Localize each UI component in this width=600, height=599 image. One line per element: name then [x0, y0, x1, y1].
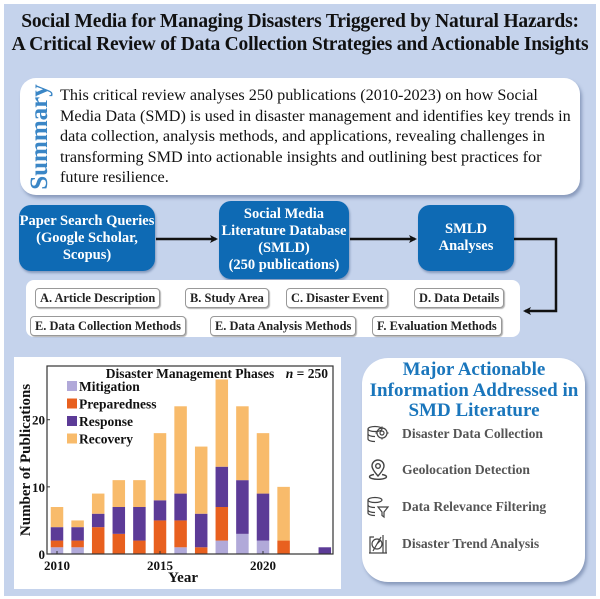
bar-2017-recovery [195, 447, 208, 514]
bar-2010-preparedness [51, 541, 64, 548]
bar-2012-response [92, 514, 105, 527]
annotation-rest: = 250 [293, 366, 328, 381]
action-label: Geolocation Detection [402, 462, 530, 477]
y-tick-label: 20 [32, 412, 45, 428]
y-tick-label: 10 [32, 479, 45, 495]
x-tick-label: 2015 [147, 558, 173, 573]
bar-2015-response [154, 500, 167, 520]
box2-line4: (250 publications) [228, 257, 340, 273]
action-item-data-collection [366, 422, 586, 446]
location-pin-icon [366, 458, 390, 482]
chip-data-details: D. Data Details [414, 288, 504, 308]
bar-2019-mitigation [236, 534, 249, 554]
trend-chart-icon [366, 532, 390, 556]
bar-2015-preparedness [154, 520, 167, 554]
database-gear-icon [366, 422, 390, 446]
legend-label-preparedness: Preparedness [79, 396, 157, 412]
chip-article-description: A. Article Description [35, 288, 160, 308]
bar-2017-preparedness [195, 547, 208, 554]
chip-evaluation-methods: F. Evaluation Methods [372, 316, 502, 336]
bar-2018-mitigation [216, 541, 229, 554]
bar-2020-response [257, 494, 270, 541]
plot-frame [47, 366, 333, 554]
bar-2011-response [71, 527, 84, 540]
box2-line1: Social Media [243, 206, 325, 222]
action-item-relevance-filtering [366, 495, 586, 519]
bar-2011-preparedness [71, 541, 84, 548]
bar-2021-preparedness [277, 541, 290, 554]
bar-2015-recovery [154, 433, 167, 500]
y-axis-label: Number of Publications [18, 383, 34, 537]
legend-swatch-mitigation [67, 381, 77, 391]
bar-2020-recovery [257, 433, 270, 493]
x-axis-label: Year [168, 570, 198, 586]
database-filter-icon [366, 495, 390, 519]
action-item-geolocation [366, 458, 586, 482]
bar-2021-recovery [277, 487, 290, 541]
bar-2018-response [216, 467, 229, 507]
bar-2013-response [113, 507, 126, 534]
bar-2019-response [236, 480, 249, 534]
bar-2010-recovery [51, 507, 64, 527]
action-item-trend-analysis [366, 532, 586, 556]
legend-label-response: Response [79, 414, 134, 429]
bar-2017-response [195, 514, 208, 548]
bar-2012-preparedness [92, 527, 105, 554]
legend-label-mitigation: Mitigation [79, 379, 140, 394]
bar-2018-preparedness [216, 507, 229, 541]
title-line-2: A Critical Review of Data Collection Strategies and Actionable Insights [11, 34, 589, 55]
annotation-n: n [285, 366, 294, 381]
box2-line2: Literature Database [221, 223, 347, 239]
box1-line3: Scopus) [62, 246, 112, 263]
action-label: Data Relevance Filtering [402, 499, 547, 514]
bar-2016-response [174, 494, 187, 521]
bar-2011-recovery [71, 520, 84, 527]
chart-title: Disaster Management Phases [105, 366, 275, 381]
x-tick-label: 2010 [44, 558, 70, 573]
bar-2016-preparedness [174, 520, 187, 547]
legend-label-recovery: Recovery [79, 431, 133, 447]
summary-text: This critical review analyses 250 publications (2010-2023) on how Social Media Data (SMD) is used in disaster management and identifies key trends in data collection, analysis methods, and applications, revealing challenges in transforming SMD into actionable insights and outlining best practices for future resilience. [60, 86, 571, 187]
actions-title-line3: SMD Literature [408, 400, 540, 421]
bar-2014-response [133, 507, 146, 541]
chart-annotation [286, 366, 328, 381]
chip-data-analysis-methods: E. Data Analysis Methods [210, 316, 356, 336]
box3-line1: SMLD Analyses [438, 221, 494, 254]
y-tick-label: 0 [38, 547, 45, 562]
chart-legend [67, 379, 157, 447]
bar-2018-recovery [216, 379, 229, 466]
bar-2019-recovery [236, 406, 249, 480]
action-label: Disaster Trend Analysis [402, 536, 540, 551]
chip-data-collection-methods: E. Data Collection Methods [30, 316, 186, 336]
chip-study-area: B. Study Area [185, 288, 269, 308]
bar-2016-mitigation [174, 547, 187, 554]
actions-title-line2: Information Addressed in [369, 379, 579, 401]
bar-2010-response [51, 527, 64, 540]
bar-2014-recovery [133, 480, 146, 507]
actions-title [364, 360, 584, 422]
legend-swatch-recovery [67, 434, 77, 444]
legend-swatch-response [67, 416, 77, 426]
bar-2013-preparedness [113, 534, 126, 554]
bar-2014-preparedness [133, 541, 146, 554]
bar-2013-recovery [113, 480, 126, 507]
box1-line1: Paper Search Queries [19, 212, 155, 229]
box1-line2: (Google Scholar, [36, 229, 138, 246]
box2-line3: (SMLD) [258, 240, 310, 256]
chip-disaster-event: C. Disaster Event [286, 288, 388, 308]
x-tick-label: 2020 [250, 558, 276, 573]
bar-2023-response [319, 547, 332, 554]
title-line-1: Social Media for Managing Disasters Triggered by Natural Hazards: [21, 11, 579, 32]
summary-label-text: Summary [26, 83, 53, 190]
actions-title-line1: Major Actionable [402, 359, 546, 380]
bar-2016-recovery [174, 406, 187, 493]
bar-2011-mitigation [71, 547, 84, 554]
legend-swatch-preparedness [67, 399, 77, 409]
action-label: Disaster Data Collection [402, 426, 543, 441]
bar-2012-recovery [92, 494, 105, 514]
